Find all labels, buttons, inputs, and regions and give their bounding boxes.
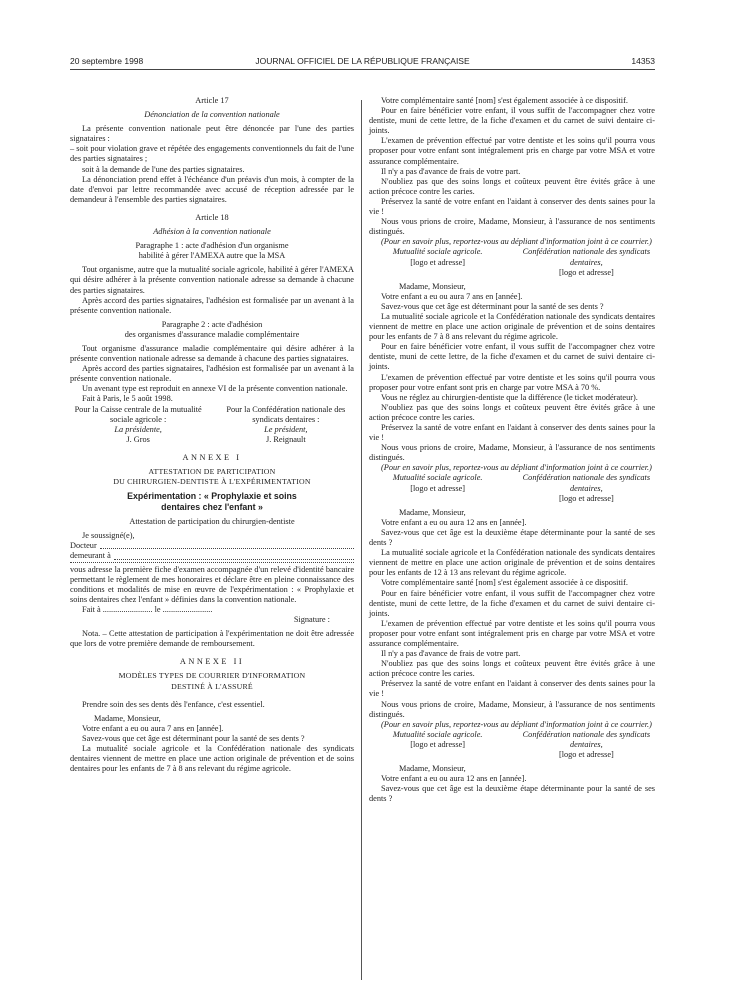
paragraph: Votre enfant a eu ou aura 12 ans en [année]. xyxy=(381,774,527,784)
paragraph: Nous vous prions de croire, Madame, Monsieur, à l'assurance de nos sentiments distingués. xyxy=(369,699,655,719)
paragraph: Il n'y a pas d'avance de frais de votre part. xyxy=(381,649,521,659)
greeting: Madame, Monsieur, xyxy=(399,764,466,774)
paragraph: Nous vous prions de croire, Madame, Monsieur, à l'assurance de nos sentiments distingués. xyxy=(369,443,655,463)
paragraph: L'examen de prévention effectué par votre dentiste et les soins qu'il pourra vous proposer pour votre enfant sont intégralement pris en charge par votre MSA et votre assurance complémentaire. xyxy=(369,136,655,166)
signature-msa xyxy=(369,473,506,503)
article-17-subtitle: Dénonciation de la convention nationale xyxy=(144,110,280,120)
signature-cnsd xyxy=(518,730,655,760)
paragraph: Tout organisme d'assurance maladie complémentaire qui désire adhérer à la présente convention nationale adresse sa demande à chacune des parties signataires. xyxy=(70,343,354,364)
header-page-number: 14353 xyxy=(631,56,655,66)
paragraph: vous adresse la première fiche d'examen accompagnée d'un relevé d'identité bancaire permettant le règlement de mes honoraires et déclare être en pleine connaissance des conditions et modalités de mise en œuvre de l'expérimentation : « Prophylaxie et soins dentaires chez l'enfant » définies dans la convention nationale. xyxy=(70,564,354,604)
paragraph: Tout organisme, autre que la mutualité sociale agricole, habilité à gérer l'AMEXA qui désire adhérer à la présente convention nationale adresse sa demande à chacune des parties signataires. xyxy=(70,265,354,295)
page-header xyxy=(70,56,655,68)
paragraph: Savez-vous que cet âge est déterminant pour la santé de ses dents ? xyxy=(381,301,604,311)
paragraph: N'oubliez pas que des soins longs et coûteux peuvent être évités grâce à une action précoce contre les caries. xyxy=(369,659,655,679)
greeting: Madame, Monsieur, xyxy=(399,281,466,291)
paragraph: Un avenant type est reproduit en annexe VI de la présente convention nationale. xyxy=(82,384,348,394)
paragraph: Préservez la santé de votre enfant en l'aidant à conserver des dents saines pour la vie ! xyxy=(369,679,655,699)
paragraph: Savez-vous que cet âge est déterminant pour la santé de ses dents ? xyxy=(82,733,305,743)
article-17-title: Article 17 xyxy=(195,96,229,105)
paragraph-1-title-line2: habilité à gérer l'AMEXA autre que la MSA xyxy=(138,251,286,261)
paragraph: N'oubliez pas que des soins longs et coûteux peuvent être évités grâce à une action précoce contre les caries. xyxy=(369,176,655,196)
paragraph: Nous vous prions de croire, Madame, Monsieur, à l'assurance de nos sentiments distingués. xyxy=(369,217,655,237)
paragraph: Votre enfant a eu ou aura 7 ans en [année]. xyxy=(381,291,523,301)
header-journal-title: JOURNAL OFFICIEL DE LA RÉPUBLIQUE FRANÇAISE xyxy=(255,56,470,66)
greeting: Madame, Monsieur, xyxy=(94,713,161,723)
paragraph: Savez-vous que cet âge est la deuxième étape déterminante pour la santé de ses dents ? xyxy=(369,784,655,804)
header-rule xyxy=(70,69,655,70)
paragraph: La dénonciation prend effet à l'échéance d'un préavis d'un mois, à compter de la date d'envoi par lettre recommandée avec accusé de réception adressée par le demandeur à l'ensemble des parties signataires. xyxy=(70,174,354,204)
paragraph: La mutualité sociale agricole et la Confédération nationale des syndicats dentaires viennent de mettre en place une action originale de prévention et de soins dentaires pour les enfants de 12 à 13 ans relevant du régime agricole. xyxy=(369,548,655,578)
paragraph: Votre complémentaire santé [nom] s'est également associée à ce dispositif. xyxy=(381,578,628,588)
paragraph-2-title-line2: des organismes d'assurance maladie complémentaire xyxy=(124,329,300,339)
paragraph: Votre enfant a eu ou aura 12 ans en [année]. xyxy=(381,517,527,527)
annexe-1-title: ANNEXE I xyxy=(182,452,242,462)
signature-msa xyxy=(70,405,206,445)
fait-a-paris: Fait à Paris, le 5 août 1998. xyxy=(82,394,173,404)
conf-label: Confédération nationale des syndicats dentaires, xyxy=(522,473,651,493)
experimentation-title-line2: dentaires chez l'enfant » xyxy=(161,502,263,513)
info-note: (Pour en savoir plus, reportez-vous au dépliant d'information joint à ce courrier.) xyxy=(381,237,652,247)
logo-placeholder: [logo et adresse] xyxy=(410,483,466,493)
paragraph: Votre enfant a eu ou aura 7 ans en [année]. xyxy=(82,723,224,733)
experimentation-title: Expérimentation : « Prophylaxie et soins xyxy=(127,491,297,502)
signature-msa xyxy=(369,730,506,760)
signature-name: J. Reignault xyxy=(266,434,306,444)
msa-label: Mutualité sociale agricole. xyxy=(392,247,483,257)
letter-signature xyxy=(369,730,655,760)
letter-signature xyxy=(369,247,655,277)
signature-block xyxy=(70,405,354,445)
signature-name: J. Gros xyxy=(126,434,150,444)
msa-label: Mutualité sociale agricole. xyxy=(392,473,483,483)
article-18-subtitle: Adhésion à la convention nationale xyxy=(153,227,271,237)
signature-role: La présidente, xyxy=(114,424,162,434)
signature-role: Le président, xyxy=(264,424,308,434)
logo-placeholder: [logo et adresse] xyxy=(558,750,614,759)
signature-label: Signature : xyxy=(293,615,330,625)
modeles-title-line2: DESTINÉ À L'ASSURÉ xyxy=(171,681,253,691)
paragraph: Pour en faire bénéficier votre enfant, il vous suffit de l'accompagner chez votre dentiste, muni de cette lettre, de la fiche d'examen et du carnet de suivi dentaire ci-joints. xyxy=(369,588,655,618)
right-column xyxy=(369,96,655,804)
signature-cnsd xyxy=(518,247,655,277)
nota: Nota. – Cette attestation de participation à l'expérimentation ne doit être adressée que lors de votre première demande de remboursement. xyxy=(70,629,354,649)
signature-msa xyxy=(369,247,506,277)
modeles-title: MODÈLES TYPES DE COURRIER D'INFORMATION xyxy=(118,671,306,681)
info-note: (Pour en savoir plus, reportez-vous au dépliant d'information joint à ce courrier.) xyxy=(381,719,652,729)
demeurant-field xyxy=(70,551,354,561)
paragraph: Il n'y a pas d'avance de frais de votre part. xyxy=(381,166,521,176)
demeurant-label: demeurant à xyxy=(70,551,111,561)
paragraph: Savez-vous que cet âge est la deuxième étape déterminante pour la santé de ses dents ? xyxy=(369,527,655,548)
logo-placeholder: [logo et adresse] xyxy=(558,267,614,277)
attestation-title: ATTESTATION DE PARTICIPATION xyxy=(148,467,276,476)
signature-org: Pour la Caisse centrale de la mutualité sociale agricole : xyxy=(74,404,202,424)
paragraph: Pour en faire bénéficier votre enfant, il vous suffit de l'accompagner chez votre dentiste, muni de cette lettre, de la fiche d'examen et du carnet de suivi dentaire ci-joints. xyxy=(369,106,655,136)
paragraph: Préservez la santé de votre enfant en l'aidant à conserver des dents saines pour la vie ! xyxy=(369,196,655,217)
msa-label: Mutualité sociale agricole. xyxy=(392,729,483,739)
paragraph: Après accord des parties signataires, l'adhésion est formalisée par un avenant à la présente convention nationale. xyxy=(70,295,354,315)
paragraph: Pour en faire bénéficier votre enfant, il vous suffit de l'accompagner chez votre dentiste, muni de cette lettre, de la fiche d'examen et du carnet de suivi dentaire ci-joints. xyxy=(369,342,655,372)
paragraph: Préservez la santé de votre enfant en l'aidant à conserver des dents saines pour la vie ! xyxy=(369,423,655,443)
paragraph: L'examen de prévention effectué par votre dentiste et les soins qu'il pourra vous proposer pour votre enfant sont pris en charge par votre MSA à 70 %. xyxy=(369,372,655,392)
docteur-field xyxy=(70,541,354,551)
paragraph-2-title: Paragraphe 2 : acte d'adhésion xyxy=(161,319,263,329)
attestation-subtitle: Attestation de participation du chirurgien-dentiste xyxy=(129,517,295,527)
soussigne-label: Je soussigné(e), xyxy=(82,531,135,541)
prendre-soin: Prendre soin des ses dents dès l'enfance, c'est essentiel. xyxy=(82,699,265,709)
letter-signature xyxy=(369,473,655,503)
paragraph: N'oubliez pas que des soins longs et coûteux peuvent être évités grâce à une action précoce contre les caries. xyxy=(369,402,655,422)
annexe-2-title: ANNEXE II xyxy=(179,657,245,667)
attestation-title-line2: DU CHIRURGIEN-DENTISTE À L'EXPÉRIMENTATION xyxy=(113,477,311,487)
paragraph: La présente convention nationale peut être dénoncée par l'une des parties signataires : xyxy=(70,124,354,144)
paragraph: Vous ne réglez au chirurgien-dentiste que la différence (le ticket modérateur). xyxy=(381,392,638,402)
paragraph: – soit pour violation grave et répétée des engagements conventionnels du fait de l'une des parties signataires ; xyxy=(70,144,354,164)
greeting: Madame, Monsieur, xyxy=(399,507,466,517)
signature-cnsd xyxy=(218,405,354,445)
signature-org: Pour la Confédération nationale des syndicats dentaires : xyxy=(226,404,346,424)
paragraph-1-title: Paragraphe 1 : acte d'adhésion d'un organisme xyxy=(135,241,289,251)
left-column xyxy=(70,96,354,774)
paragraph: soit à la demande de l'une des parties signataires. xyxy=(82,164,245,174)
paragraph: La mutualité sociale agricole et la Confédération nationale des syndicats dentaires viennent de mettre en place une action originale de prévention et de soins dentaires pour les enfants de 7 à 8 ans relevant du régime agricole. xyxy=(369,311,655,342)
paragraph: Après accord des parties signataires, l'adhésion est formalisée par un avenant à la présente convention nationale. xyxy=(70,364,354,384)
article-18-title: Article 18 xyxy=(195,212,229,222)
paragraph: L'examen de prévention effectué par votre dentiste et les soins qu'il pourra vous proposer pour votre enfant sont intégralement pris en charge par votre MSA et votre assurance complémentaire. xyxy=(369,618,655,648)
column-divider xyxy=(361,100,362,980)
signature-cnsd xyxy=(518,473,655,503)
logo-placeholder: [logo et adresse] xyxy=(410,257,466,267)
paragraph: Votre complémentaire santé [nom] s'est également associée à ce dispositif. xyxy=(381,96,628,105)
logo-placeholder: [logo et adresse] xyxy=(410,739,466,749)
header-date: 20 septembre 1998 xyxy=(70,56,144,66)
logo-placeholder: [logo et adresse] xyxy=(558,493,614,503)
info-note: (Pour en savoir plus, reportez-vous au dépliant d'information joint à ce courrier.) xyxy=(381,463,652,473)
conf-label: Confédération nationale des syndicats dentaires, xyxy=(522,729,651,749)
paragraph: La mutualité sociale agricole et la Confédération nationale des syndicats dentaires viennent de mettre en place une action originale de prévention et de soins dentaires pour les enfants de 7 à 8 ans relevant du régime agricole. xyxy=(70,743,354,774)
fait-a-field: Fait à ........................ le ........................ xyxy=(82,604,213,614)
docteur-label: Docteur xyxy=(70,541,97,551)
conf-label: Confédération nationale des syndicats dentaires, xyxy=(522,247,651,267)
